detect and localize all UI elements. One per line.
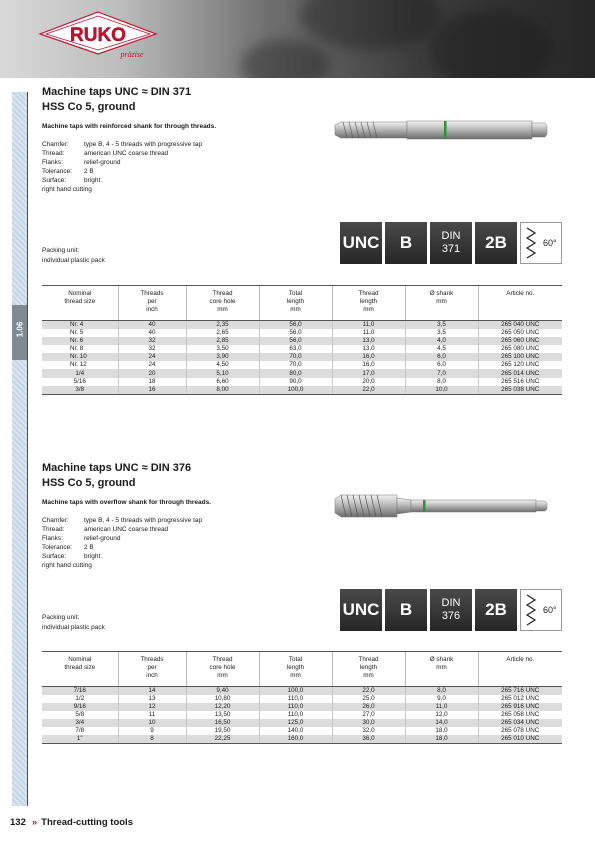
- badge-angle: [520, 222, 562, 264]
- table-row: [42, 378, 562, 386]
- column-header-thread-length: Thread length mm: [332, 286, 405, 321]
- cell-total-length: 56,0: [259, 329, 332, 337]
- spec-key: Thread:: [42, 150, 65, 157]
- product-section-din376: [42, 461, 562, 771]
- cell-shank-diameter: 18,0: [405, 735, 478, 744]
- section-lead: Machine taps with overflow shank for through threads.: [42, 499, 212, 506]
- table-row: [42, 386, 562, 395]
- column-header-core-hole: Thread core hole mm: [186, 652, 259, 687]
- cell-article-number: 265 078 UNC: [478, 727, 562, 735]
- spec-row: [42, 176, 562, 185]
- packing-value: individual plastic pack: [42, 256, 105, 264]
- badge-angle-label: 60°: [543, 605, 557, 615]
- cell-nominal-size: 9/16: [42, 703, 118, 711]
- table-row: [42, 719, 562, 727]
- spec-value: american UNC coarse thread: [84, 150, 169, 157]
- page-footer: [10, 817, 133, 828]
- spec-key: Chamfer:: [42, 517, 69, 524]
- cell-core-hole: 12,20: [186, 703, 259, 711]
- cell-nominal-size: 1/2: [42, 695, 118, 703]
- cell-article-number: 265 058 UNC: [478, 711, 562, 719]
- cell-article-number: 265 034 UNC: [478, 719, 562, 727]
- sidebar-strip: [12, 92, 27, 806]
- sidebar-divider: [27, 92, 28, 806]
- cell-shank-diameter: 14,0: [405, 719, 478, 727]
- cell-shank-diameter: 9,0: [405, 695, 478, 703]
- spec-key: Tolerance:: [42, 544, 72, 551]
- footer-label: Thread-cutting tools: [41, 817, 133, 828]
- spec-list: [42, 140, 562, 194]
- section-tab: [12, 305, 27, 360]
- cell-total-length: 70,0: [259, 353, 332, 361]
- badge-angle: [520, 589, 562, 631]
- cell-nominal-size: 3/4: [42, 719, 118, 727]
- cell-threads-per-inch: 40: [118, 321, 186, 330]
- cell-shank-diameter: 8,0: [405, 378, 478, 386]
- badge-din: [430, 589, 472, 631]
- spec-row: [42, 543, 562, 552]
- product-table: [42, 651, 562, 744]
- cell-total-length: 110,0: [259, 703, 332, 711]
- cell-nominal-size: Nr. 10: [42, 353, 118, 361]
- footer-separator: »: [31, 817, 38, 828]
- section-title: Machine taps UNC ≈ DIN 376: [42, 462, 192, 474]
- cell-total-length: 110,0: [259, 711, 332, 719]
- table-header-row: [42, 652, 562, 687]
- cell-nominal-size: 1": [42, 735, 118, 744]
- thread-profile-icon: [525, 227, 537, 259]
- spec-value: bright: [84, 177, 101, 184]
- badge-thread: UNC: [340, 222, 382, 264]
- cell-core-hole: 2,65: [186, 329, 259, 337]
- spec-value: type B, 4 - 5 threads with progressive tap: [84, 141, 203, 148]
- cell-threads-per-inch: 9: [118, 727, 186, 735]
- badge-din-number: 376: [441, 610, 461, 622]
- table-row: [42, 727, 562, 735]
- table-row: [42, 703, 562, 711]
- packing-value: individual plastic pack: [42, 623, 105, 631]
- cell-nominal-size: 1/4: [42, 369, 118, 377]
- spec-key: Surface:: [42, 177, 67, 184]
- cell-threads-per-inch: 18: [118, 378, 186, 386]
- spec-key: Flanks:: [42, 535, 63, 542]
- table-row: [42, 369, 562, 377]
- badge-din-label: DIN: [441, 230, 461, 242]
- page-number: 132: [10, 817, 26, 828]
- logo-wordmark: RUKO: [70, 25, 126, 46]
- cell-article-number: 265 050 UNC: [478, 329, 562, 337]
- spec-extra: right hand cutting: [42, 562, 92, 569]
- cell-thread-length: 13,0: [332, 337, 405, 345]
- cell-threads-per-inch: 14: [118, 687, 186, 696]
- badge-din-label: DIN: [441, 597, 461, 609]
- spec-list: [42, 516, 562, 570]
- table-row: [42, 711, 562, 719]
- cell-nominal-size: Nr. 4: [42, 321, 118, 330]
- cell-total-length: 56,0: [259, 337, 332, 345]
- cell-shank-diameter: 3,5: [405, 321, 478, 330]
- table-header-row: [42, 286, 562, 321]
- cell-core-hole: 5,10: [186, 369, 259, 377]
- cell-shank-diameter: 4,0: [405, 337, 478, 345]
- table-row: [42, 687, 562, 696]
- column-header-thread-length: Thread length mm: [332, 652, 405, 687]
- cell-article-number: 265 120 UNC: [478, 361, 562, 369]
- spec-row: [42, 525, 562, 534]
- cell-shank-diameter: 6,0: [405, 353, 478, 361]
- cell-threads-per-inch: 12: [118, 703, 186, 711]
- cell-core-hole: 2,35: [186, 321, 259, 330]
- cell-shank-diameter: 18,0: [405, 727, 478, 735]
- table-row: [42, 321, 562, 330]
- section-title: Machine taps UNC ≈ DIN 371: [42, 86, 192, 98]
- cell-core-hole: 8,00: [186, 386, 259, 395]
- ruko-logo: [38, 10, 158, 60]
- cell-article-number: 265 516 UNC: [478, 378, 562, 386]
- table-row: [42, 337, 562, 345]
- cell-total-length: 56,0: [259, 321, 332, 330]
- cell-threads-per-inch: 20: [118, 369, 186, 377]
- cell-article-number: 265 038 UNC: [478, 386, 562, 395]
- cell-article-number: 265 080 UNC: [478, 345, 562, 353]
- table-row: [42, 695, 562, 703]
- cell-thread-length: 16,0: [332, 361, 405, 369]
- spec-row: [42, 534, 562, 543]
- spec-value: relief-ground: [84, 535, 121, 542]
- cell-thread-length: 22,0: [332, 687, 405, 696]
- spec-value: relief-ground: [84, 159, 121, 166]
- spec-extra: right hand cutting: [42, 186, 92, 193]
- cell-total-length: 90,0: [259, 378, 332, 386]
- cell-article-number: 265 716 UNC: [478, 687, 562, 696]
- cell-core-hole: 13,50: [186, 711, 259, 719]
- cell-nominal-size: Nr. 8: [42, 345, 118, 353]
- cell-threads-per-inch: 40: [118, 329, 186, 337]
- cell-total-length: 80,0: [259, 369, 332, 377]
- section-subtitle: HSS Co 5, ground: [42, 101, 136, 113]
- cell-thread-length: 20,0: [332, 378, 405, 386]
- packing-label: Packing unit:: [42, 614, 80, 621]
- cell-total-length: 160,0: [259, 735, 332, 744]
- table-row: [42, 361, 562, 369]
- cell-thread-length: 30,0: [332, 719, 405, 727]
- cell-nominal-size: Nr. 6: [42, 337, 118, 345]
- column-header-total-length: Total length mm: [259, 652, 332, 687]
- cell-total-length: 110,0: [259, 695, 332, 703]
- cell-threads-per-inch: 24: [118, 353, 186, 361]
- packing-info: [42, 246, 105, 265]
- spec-value: 2 B: [84, 544, 94, 551]
- column-header-nominal-size: Nominal thread size: [42, 286, 118, 321]
- spec-value: 2 B: [84, 168, 94, 175]
- cell-nominal-size: 5/16: [42, 378, 118, 386]
- badge-chamfer: B: [385, 589, 427, 631]
- cell-article-number: 265 014 UNC: [478, 369, 562, 377]
- spec-row: [42, 149, 562, 158]
- cell-core-hole: 4,50: [186, 361, 259, 369]
- section-tab-label: 1.06: [15, 321, 25, 338]
- cell-core-hole: 22,25: [186, 735, 259, 744]
- spec-key: Thread:: [42, 526, 65, 533]
- cell-core-hole: 3,50: [186, 345, 259, 353]
- cell-threads-per-inch: 8: [118, 735, 186, 744]
- header-banner: [0, 0, 595, 78]
- cell-threads-per-inch: 24: [118, 361, 186, 369]
- badge-tolerance: 2B: [475, 589, 517, 631]
- cell-threads-per-inch: 13: [118, 695, 186, 703]
- badge-chamfer: B: [385, 222, 427, 264]
- cell-threads-per-inch: 10: [118, 719, 186, 727]
- product-table: [42, 285, 562, 395]
- badge-din-number: 371: [441, 243, 461, 255]
- spec-key: Flanks:: [42, 159, 63, 166]
- column-header-article-number: Article no.: [478, 652, 562, 687]
- table-row: [42, 345, 562, 353]
- column-header-shank-diameter: Ø shank mm: [405, 286, 478, 321]
- cell-thread-length: 13,0: [332, 345, 405, 353]
- spec-value: bright: [84, 553, 101, 560]
- column-header-shank-diameter: Ø shank mm: [405, 652, 478, 687]
- section-lead: Machine taps with reinforced shank for through threads.: [42, 123, 217, 130]
- tap-tool-image: [327, 489, 552, 523]
- spec-key: Tolerance:: [42, 168, 72, 175]
- spec-row: [42, 552, 562, 561]
- cell-threads-per-inch: 11: [118, 711, 186, 719]
- cell-shank-diameter: 7,0: [405, 369, 478, 377]
- cell-shank-diameter: 6,0: [405, 361, 478, 369]
- cell-thread-length: 17,0: [332, 369, 405, 377]
- table-row: [42, 329, 562, 337]
- tap-tool-image: [327, 113, 552, 147]
- column-header-article-number: Article no.: [478, 286, 562, 321]
- column-header-core-hole: Thread core hole mm: [186, 286, 259, 321]
- cell-nominal-size: 5/8: [42, 711, 118, 719]
- cell-nominal-size: 7/16: [42, 687, 118, 696]
- cell-core-hole: 10,80: [186, 695, 259, 703]
- cell-shank-diameter: 11,0: [405, 703, 478, 711]
- cell-article-number: 265 916 UNC: [478, 703, 562, 711]
- cell-thread-length: 26,0: [332, 703, 405, 711]
- spec-value: american UNC coarse thread: [84, 526, 169, 533]
- cell-core-hole: 6,60: [186, 378, 259, 386]
- cell-thread-length: 36,0: [332, 735, 405, 744]
- spec-value: type B, 4 - 5 threads with progressive tap: [84, 517, 203, 524]
- packing-label: Packing unit:: [42, 247, 80, 254]
- cell-shank-diameter: 4,5: [405, 345, 478, 353]
- cell-core-hole: 19,50: [186, 727, 259, 735]
- column-header-nominal-size: Nominal thread size: [42, 652, 118, 687]
- cell-total-length: 70,0: [259, 361, 332, 369]
- cell-shank-diameter: 10,0: [405, 386, 478, 395]
- spec-row: [42, 167, 562, 176]
- cell-shank-diameter: 3,5: [405, 329, 478, 337]
- cell-total-length: 100,0: [259, 687, 332, 696]
- cell-threads-per-inch: 16: [118, 386, 186, 395]
- spec-row: [42, 158, 562, 167]
- cell-total-length: 100,0: [259, 386, 332, 395]
- cell-article-number: 265 010 UNC: [478, 735, 562, 744]
- cell-article-number: 265 040 UNC: [478, 321, 562, 330]
- cell-thread-length: 11,0: [332, 329, 405, 337]
- cell-total-length: 125,0: [259, 719, 332, 727]
- cell-threads-per-inch: 32: [118, 337, 186, 345]
- badge-tolerance: 2B: [475, 222, 517, 264]
- cell-article-number: 265 100 UNC: [478, 353, 562, 361]
- spec-key: Surface:: [42, 553, 67, 560]
- cell-total-length: 140,0: [259, 727, 332, 735]
- badge-din: [430, 222, 472, 264]
- section-subtitle: HSS Co 5, ground: [42, 477, 136, 489]
- table-row: [42, 353, 562, 361]
- cell-thread-length: 32,0: [332, 727, 405, 735]
- property-badges: [340, 222, 562, 264]
- cell-core-hole: 3,90: [186, 353, 259, 361]
- cell-core-hole: 16,50: [186, 719, 259, 727]
- table-row: [42, 735, 562, 744]
- column-header-total-length: Total length mm: [259, 286, 332, 321]
- cell-thread-length: 16,0: [332, 353, 405, 361]
- packing-info: [42, 613, 105, 632]
- thread-profile-icon: [525, 594, 537, 626]
- property-badges: [340, 589, 562, 631]
- cell-nominal-size: 7/8: [42, 727, 118, 735]
- badge-thread: UNC: [340, 589, 382, 631]
- logo-tagline: präzise: [120, 50, 144, 59]
- cell-nominal-size: 3/8: [42, 386, 118, 395]
- cell-shank-diameter: 12,0: [405, 711, 478, 719]
- column-header-threads-per-inch: Threads per inch: [118, 286, 186, 321]
- cell-total-length: 63,0: [259, 345, 332, 353]
- cell-thread-length: 25,0: [332, 695, 405, 703]
- badge-angle-label: 60°: [543, 238, 557, 248]
- cell-thread-length: 22,0: [332, 386, 405, 395]
- cell-article-number: 265 060 UNC: [478, 337, 562, 345]
- cell-threads-per-inch: 32: [118, 345, 186, 353]
- cell-shank-diameter: 8,0: [405, 687, 478, 696]
- cell-core-hole: 2,85: [186, 337, 259, 345]
- cell-article-number: 265 012 UNC: [478, 695, 562, 703]
- cell-thread-length: 11,0: [332, 321, 405, 330]
- cell-nominal-size: Nr. 5: [42, 329, 118, 337]
- spec-key: Chamfer:: [42, 141, 69, 148]
- column-header-threads-per-inch: Threads per inch: [118, 652, 186, 687]
- product-section-din371: [42, 85, 562, 415]
- cell-nominal-size: Nr. 12: [42, 361, 118, 369]
- cell-thread-length: 27,0: [332, 711, 405, 719]
- cell-core-hole: 9,40: [186, 687, 259, 696]
